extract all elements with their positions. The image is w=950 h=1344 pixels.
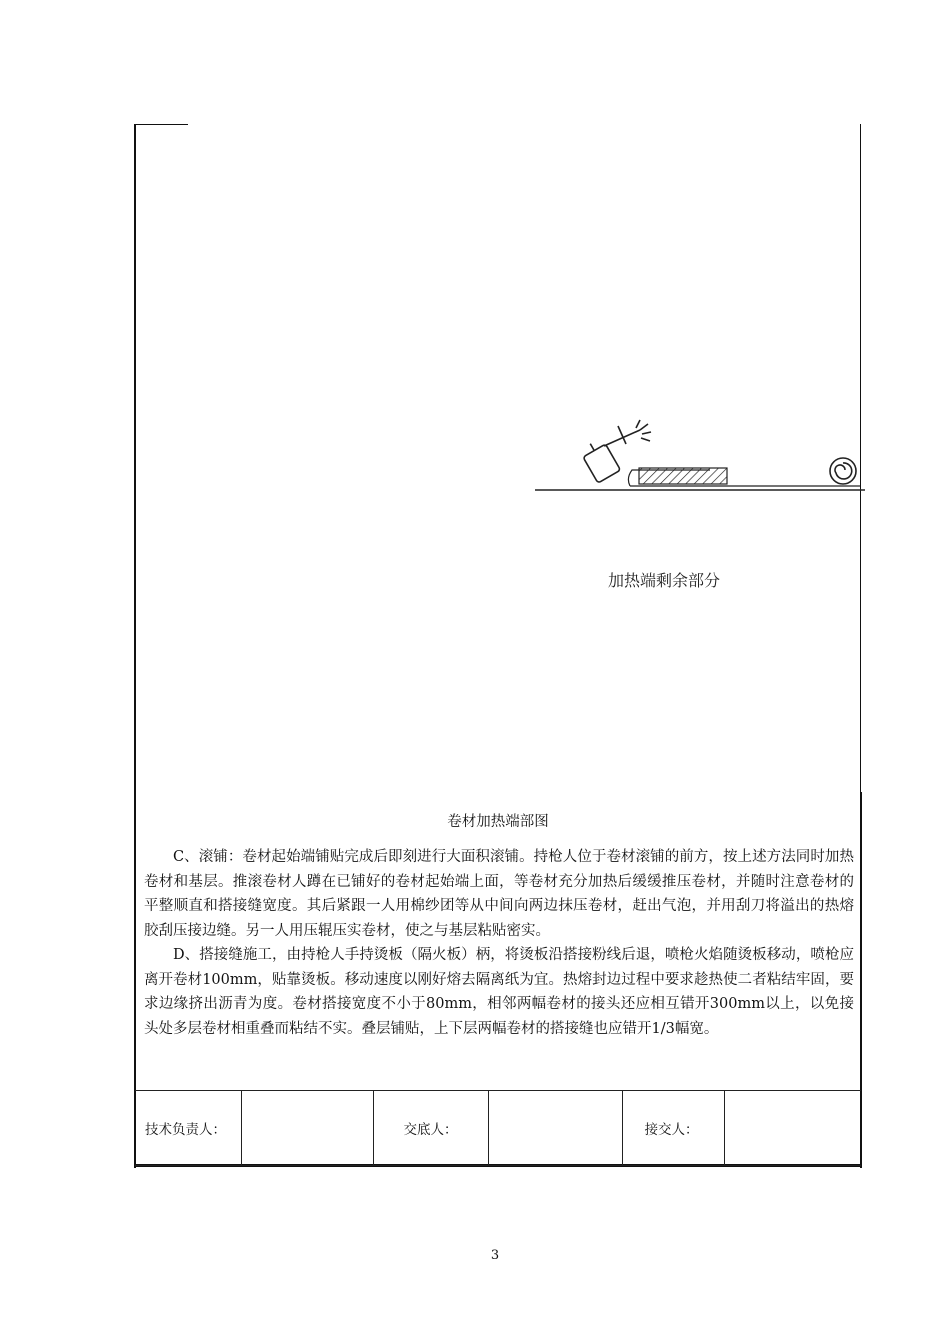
frame-top-stub	[134, 124, 188, 125]
paragraph-rolling: C、滚铺：卷材起始端铺贴完成后即刻进行大面积滚铺。持枪人位于卷材滚铺的前方，按上述方法同时加热卷材和基层。推滚卷材人蹲在已铺好的卷材起始端上面，等卷材充分加热后缓缓推压卷材，并随时注意卷材的平整顺直和搭接缝宽度。其后紧跟一人用棉纱团等从中间向两边抹压卷材，赶出气泡，并用刮刀将溢出的热熔胶刮压接边缝。另一人用压辊压实卷材，使之与基层粘贴密实。	[144, 849, 854, 939]
roll-icon	[830, 458, 856, 484]
figure-caption: 卷材加热端部图	[447, 814, 549, 830]
handover-label: 交底人：	[373, 1091, 488, 1166]
heating-end-diagram	[530, 410, 865, 505]
tech-lead-field[interactable]	[241, 1091, 373, 1166]
receiver-label: 接交人：	[622, 1091, 724, 1166]
paragraph-lap-seam: D、搭接缝施工，由持枪人手持烫板（隔火板）柄，将烫板沿搭接粉线后退，喷枪火焰随烫板移动，喷枪应离开卷材100mm，贴靠烫板。移动速度以刚好熔去隔离纸为宜。热熔封边过程中要求趁热使二者粘结牢固，要求边缘挤出沥青为度。卷材搭接宽度不小于80mm，相邻两幅卷材的接头还应相互错开300mm以上，以免接头处多层卷材相重叠而粘结不实。叠层铺贴，上下层两幅卷材的搭接缝也应错开1/3幅宽。	[144, 947, 854, 1037]
handover-field[interactable]	[488, 1091, 622, 1166]
signature-row	[135, 1091, 861, 1166]
tech-lead-label: 技术负责人：	[135, 1091, 241, 1166]
diagram-label: 加热端剩余部分	[608, 571, 721, 590]
receiver-field[interactable]	[724, 1091, 861, 1166]
heated-end-hatch	[639, 468, 727, 484]
page-number: 3	[490, 1248, 500, 1263]
signature-table	[135, 1090, 861, 1166]
frame-left-border	[134, 124, 136, 1168]
